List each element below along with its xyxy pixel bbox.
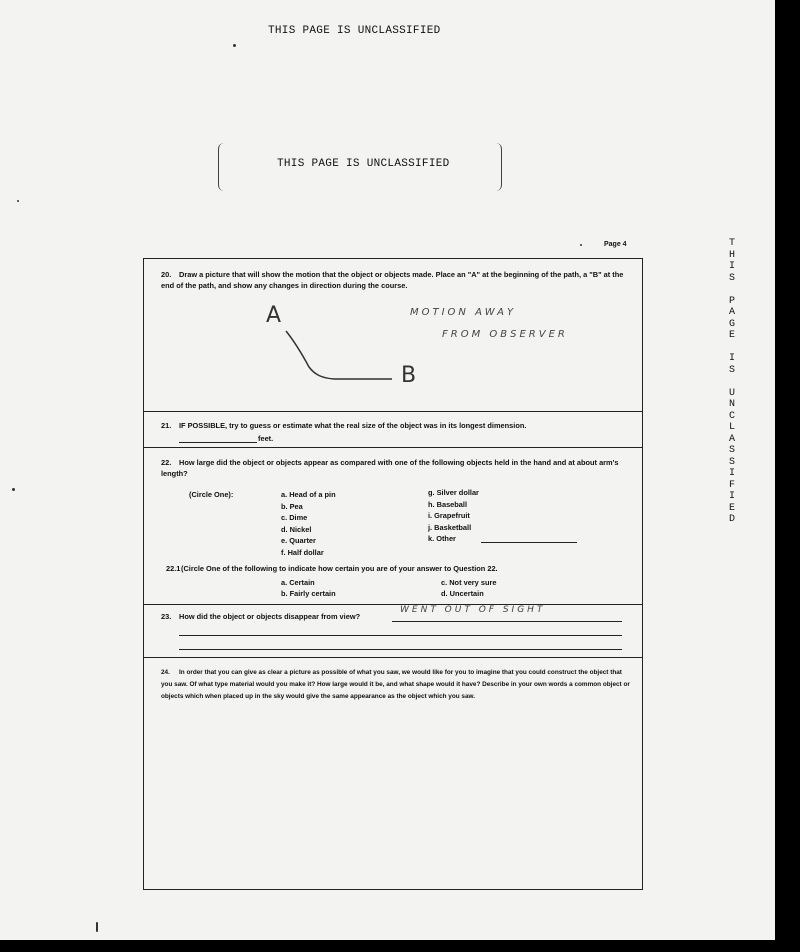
section-divider — [144, 657, 642, 658]
sketch-label-b: B — [401, 363, 417, 388]
answer-option[interactable]: h. Baseball — [428, 499, 468, 509]
scan-speck — [233, 44, 236, 47]
side-stamp-letter: H — [728, 249, 735, 261]
question-number: 24. — [161, 669, 170, 676]
scan-speck — [580, 244, 582, 246]
answer-option[interactable]: c. Not very sure — [441, 578, 497, 587]
side-stamp-letter: U — [728, 387, 735, 399]
side-classification-stamp — [723, 238, 741, 526]
section-divider — [144, 411, 642, 412]
answer-option[interactable]: b. Pea — [281, 501, 303, 511]
side-stamp-letter — [723, 376, 741, 388]
question-text: How did the object or objects disappear from view? — [179, 612, 361, 621]
size-unit-label: feet. — [258, 434, 274, 443]
answer-option[interactable]: d. Uncertain — [441, 588, 484, 598]
answer-option[interactable]: i. Grapefruit — [428, 511, 470, 521]
question-number: 22.1 — [166, 564, 181, 573]
side-stamp-letter: I — [728, 491, 735, 502]
answer-option[interactable]: j. Basketball — [428, 522, 472, 532]
answer-option[interactable]: a. Head of a pin — [281, 490, 336, 499]
question-text: (Circle One of the following to indicate how certain you are of your answer to Question 22. — [181, 564, 498, 573]
question-text: In order that you can give as clear a picture as possible of what you saw, we would like for you to imagine that you could construct the object that you saw. Of what type material would you make it? How large would it be, and what shape would it have? Describe in your own words a common object or objects which when placed up in the sky would give the same appearance as the object which you saw. — [161, 669, 630, 700]
question-23 — [161, 611, 391, 622]
question-number: 22. — [161, 458, 172, 467]
side-stamp-letter: C — [728, 410, 735, 422]
question-number: 21. — [161, 421, 172, 430]
scan-speck — [96, 922, 98, 932]
size-answer-line[interactable] — [179, 442, 257, 443]
answer-line[interactable] — [179, 635, 622, 636]
question-number: 20. — [161, 270, 172, 279]
side-stamp-letter: A — [728, 433, 735, 445]
classification-header: THIS PAGE IS UNCLASSIFIED — [268, 25, 441, 37]
classification-stamp-box — [218, 143, 502, 191]
side-stamp-letter: I — [728, 261, 735, 272]
answer-option[interactable]: b. Fairly certain — [281, 588, 336, 598]
answer-option[interactable]: c. Dime — [281, 513, 308, 523]
side-stamp-letter: S — [728, 445, 735, 456]
answer-option[interactable]: e. Quarter — [281, 536, 316, 546]
question-22-1 — [166, 563, 636, 574]
answer-option[interactable]: g. Silver dollar — [428, 488, 479, 497]
side-stamp-letter: S — [728, 272, 735, 284]
answer-option[interactable]: d. Nickel — [281, 524, 312, 534]
section-divider — [144, 604, 642, 605]
side-stamp-letter: L — [728, 422, 735, 433]
side-stamp-letter: E — [728, 502, 735, 514]
question-text: IF POSSIBLE, try to guess or estimate what the real size of the object was in its longest dimension. — [179, 421, 527, 430]
side-stamp-letter — [723, 284, 741, 296]
answer-option[interactable]: k. Other — [428, 534, 456, 544]
question-21 — [161, 420, 631, 431]
classification-stamp-text: THIS PAGE IS UNCLASSIFIED — [277, 158, 450, 170]
circle-one-instruction: (Circle One): — [189, 490, 234, 499]
question-number: 23. — [161, 612, 172, 621]
answer-option[interactable]: a. Certain — [281, 578, 315, 587]
scan-speck — [17, 200, 19, 202]
answer-line[interactable] — [392, 621, 622, 622]
motion-path — [286, 331, 392, 379]
side-stamp-letter: I — [728, 468, 735, 479]
question-text: Draw a picture that will show the motion that the object or objects made. Place an "A" at the beginning of the path, a "B" at the end of the path, and show any changes in direction during the course. — [161, 270, 624, 290]
page-number: Page 4 — [604, 241, 627, 248]
question-24 — [161, 667, 631, 703]
question-text: How large did the object or objects appear as compared with one of the following objects held in the hand and at about arm's length? — [161, 458, 619, 478]
handwritten-note-line2: FROM OBSERVER — [442, 329, 568, 340]
side-stamp-letter: G — [728, 318, 735, 330]
side-stamp-letter: T — [728, 238, 735, 249]
answer-line[interactable] — [179, 649, 622, 650]
side-stamp-letter: F — [728, 479, 735, 491]
other-answer-line[interactable] — [481, 542, 577, 543]
disappearance-answer: WENT OUT OF SIGHT — [400, 605, 546, 615]
side-stamp-letter: S — [728, 456, 735, 468]
side-stamp-letter: N — [728, 399, 735, 410]
side-stamp-letter: D — [728, 514, 735, 525]
question-22 — [161, 457, 631, 479]
side-stamp-letter: E — [728, 330, 735, 341]
side-stamp-letter: I — [728, 353, 735, 364]
section-divider — [144, 447, 642, 448]
sketch-label-a: A — [266, 303, 282, 328]
side-stamp-letter: A — [728, 307, 735, 318]
questionnaire-form — [143, 258, 643, 890]
side-stamp-letter: P — [728, 295, 735, 307]
side-stamp-letter — [723, 342, 741, 354]
handwritten-note-line1: MOTION AWAY — [410, 307, 517, 318]
answer-option[interactable]: f. Half dollar — [281, 548, 324, 557]
side-stamp-letter: S — [728, 364, 735, 376]
scan-speck — [12, 488, 15, 491]
